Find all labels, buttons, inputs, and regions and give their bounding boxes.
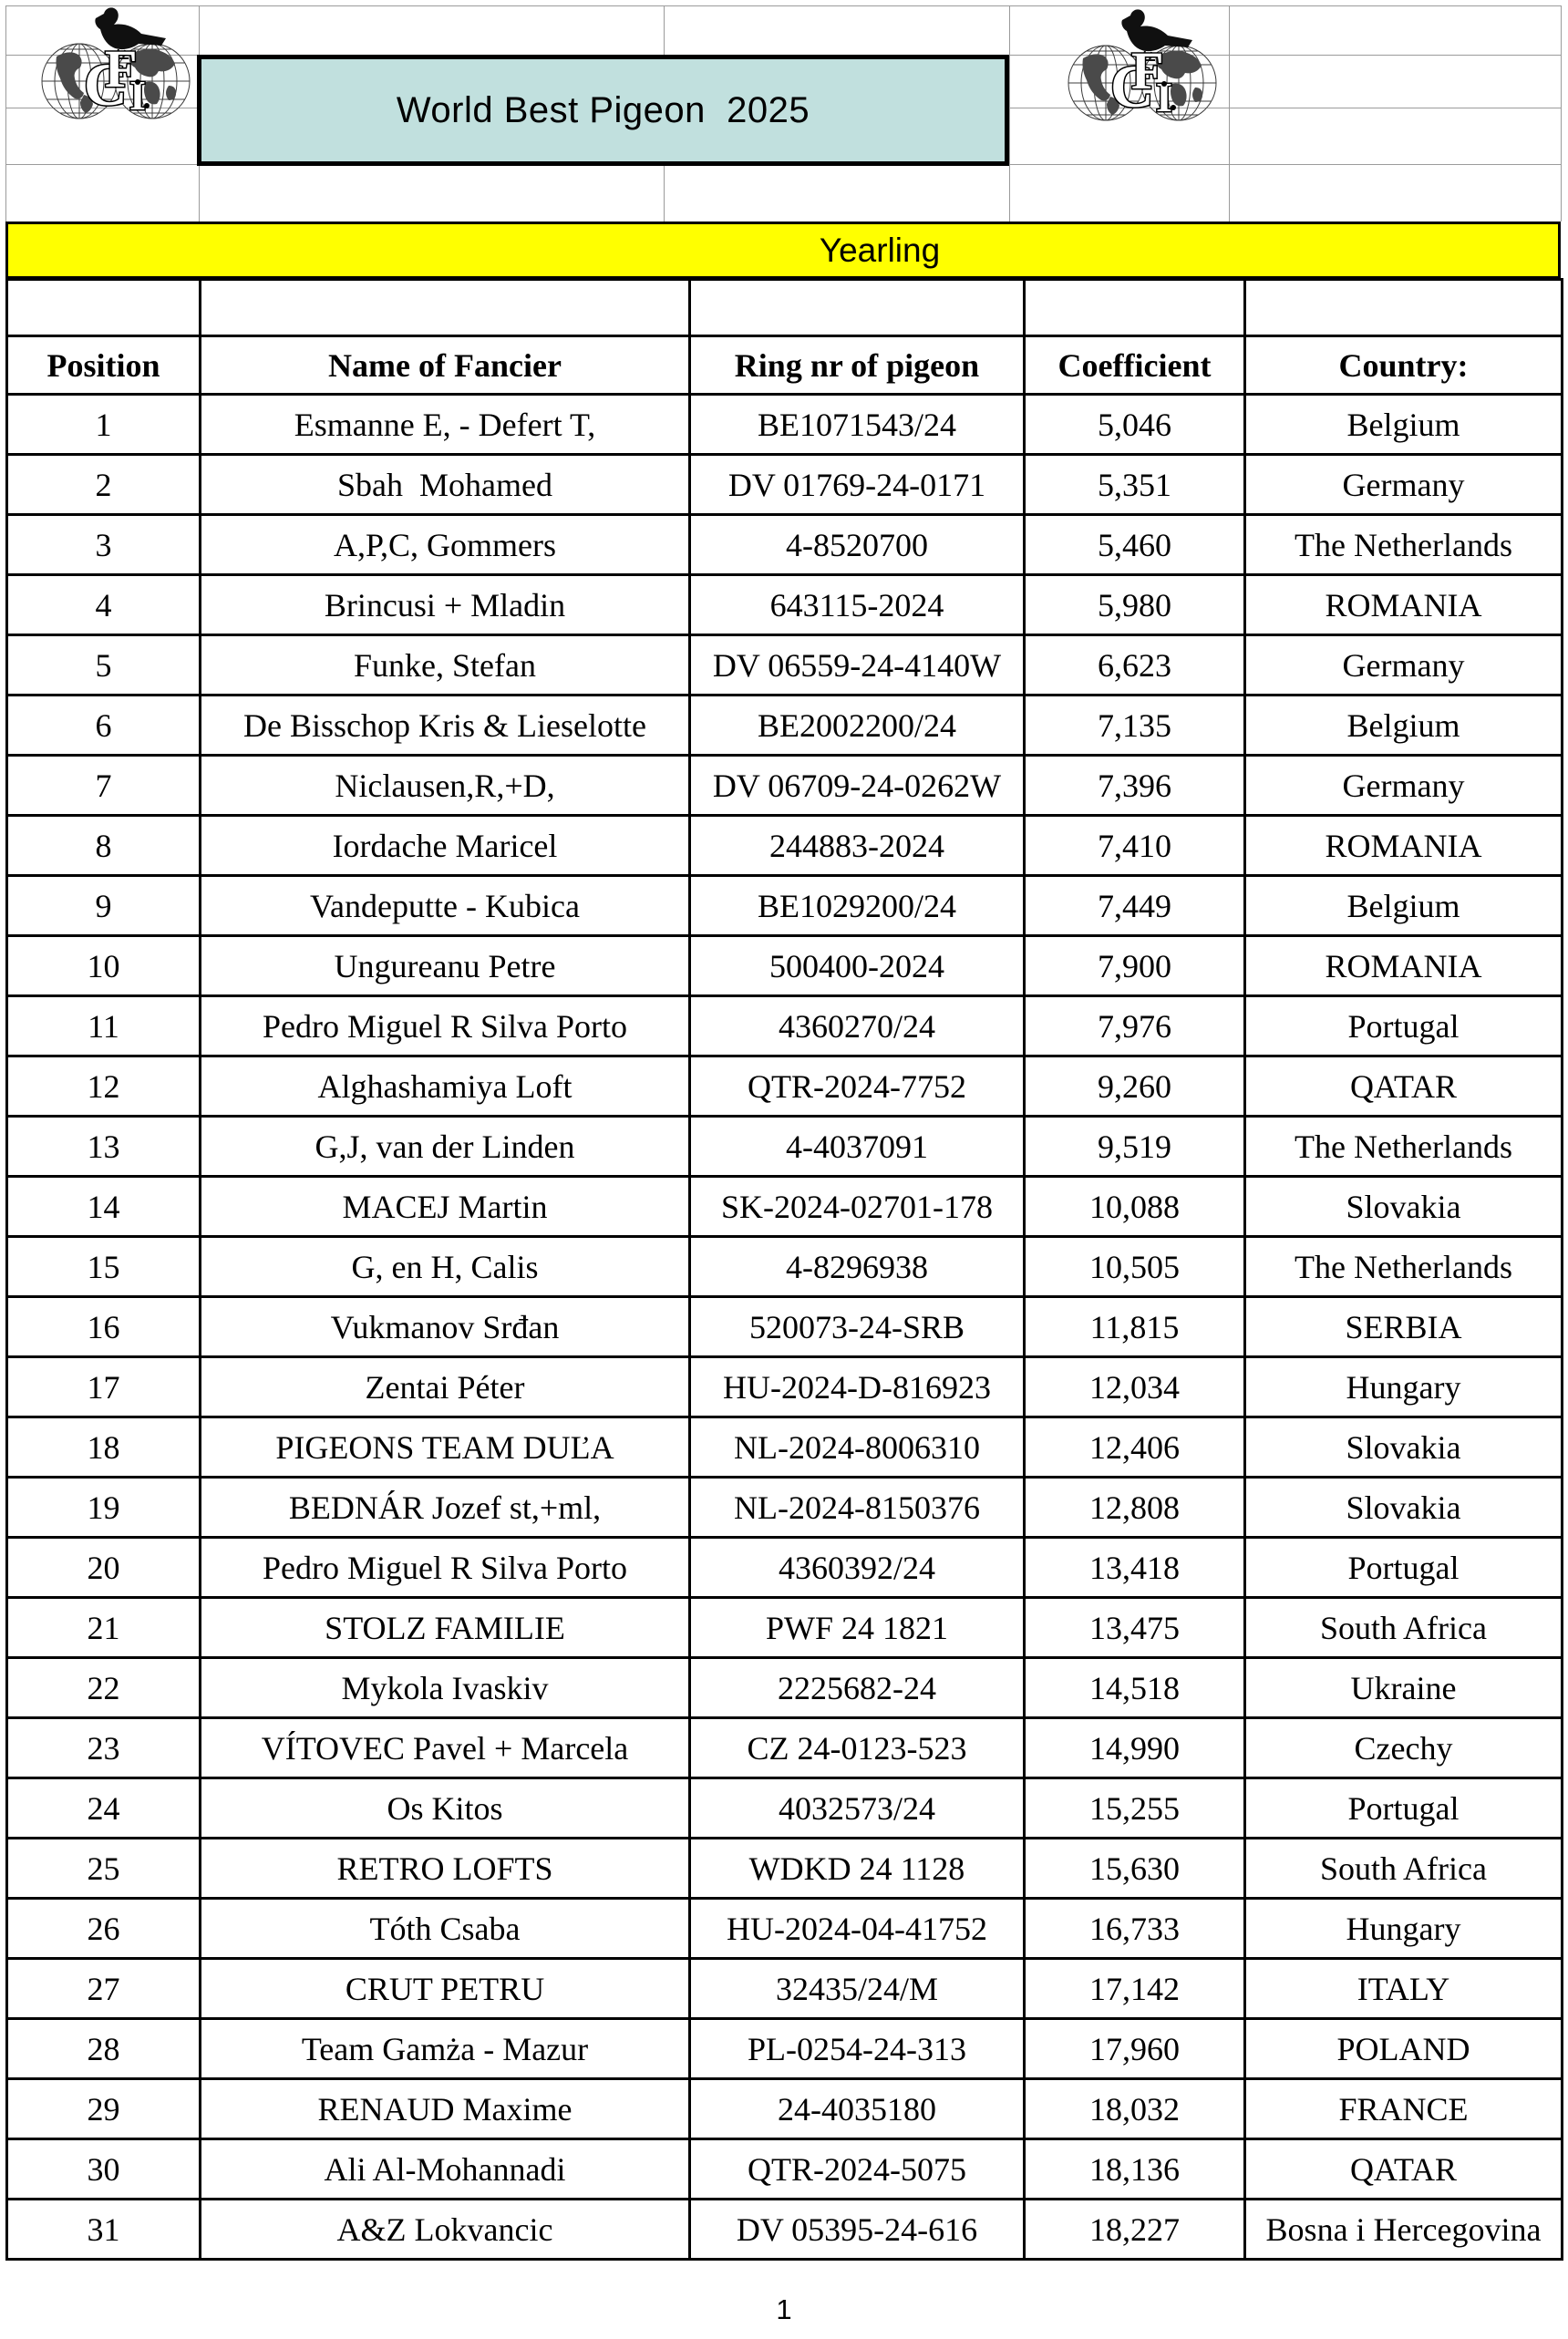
fancier-name-cell: G,J, van der Linden	[201, 1117, 690, 1177]
empty-cell	[7, 280, 201, 336]
coefficient-cell: 10,088	[1025, 1177, 1245, 1237]
country-cell: Belgium	[1245, 395, 1563, 455]
column-header-country: Country:	[1245, 336, 1563, 395]
country-cell: Belgium	[1245, 876, 1563, 936]
fancier-name-cell: Iordache Maricel	[201, 816, 690, 876]
table-row	[7, 996, 1563, 1056]
coefficient-cell: 15,255	[1025, 1778, 1245, 1839]
position-cell: 24	[7, 1778, 201, 1839]
country-cell: ITALY	[1245, 1959, 1563, 2019]
position-cell: 29	[7, 2079, 201, 2139]
fancier-name-cell: Ali Al-Mohannadi	[201, 2139, 690, 2200]
table-row	[7, 455, 1563, 515]
table-row	[7, 1899, 1563, 1959]
table-row	[7, 1237, 1563, 1297]
coefficient-cell: 16,733	[1025, 1899, 1245, 1959]
ring-number-cell: NL-2024-8150376	[690, 1478, 1025, 1538]
position-cell: 25	[7, 1839, 201, 1899]
coefficient-cell: 7,396	[1025, 756, 1245, 816]
fancier-name-cell: Tóth Csaba	[201, 1899, 690, 1959]
table-row	[7, 395, 1563, 455]
fancier-name-cell: VÍTOVEC Pavel + Marcela	[201, 1718, 690, 1778]
column-header-fancier-name: Name of Fancier	[201, 336, 690, 395]
country-cell: Portugal	[1245, 1778, 1563, 1839]
table-row	[7, 515, 1563, 575]
table-row	[7, 1417, 1563, 1478]
coefficient-cell: 12,034	[1025, 1357, 1245, 1417]
fancier-name-cell: Esmanne E, - Defert T,	[201, 395, 690, 455]
country-cell: POLAND	[1245, 2019, 1563, 2079]
table-row	[7, 1598, 1563, 1658]
page-title: World Best Pigeon 2025	[396, 89, 810, 130]
ring-number-cell: BE1071543/24	[690, 395, 1025, 455]
ring-number-cell: CZ 24-0123-523	[690, 1718, 1025, 1778]
ring-number-cell: 32435/24/M	[690, 1959, 1025, 2019]
country-cell: Belgium	[1245, 696, 1563, 756]
table-row	[7, 1959, 1563, 2019]
fancier-name-cell: Funke, Stefan	[201, 635, 690, 696]
table-row	[7, 1538, 1563, 1598]
ring-number-cell: QTR-2024-5075	[690, 2139, 1025, 2200]
ring-number-cell: DV 01769-24-0171	[690, 455, 1025, 515]
position-cell: 23	[7, 1718, 201, 1778]
title-banner	[197, 55, 1009, 166]
position-cell: 4	[7, 575, 201, 635]
coefficient-cell: 7,976	[1025, 996, 1245, 1056]
spreadsheet-gridline	[1229, 5, 1230, 222]
ring-number-cell: QTR-2024-7752	[690, 1056, 1025, 1117]
table-row	[7, 756, 1563, 816]
coefficient-cell: 14,990	[1025, 1718, 1245, 1778]
ring-number-cell: 4360392/24	[690, 1538, 1025, 1598]
position-cell: 1	[7, 395, 201, 455]
fancier-name-cell: Brincusi + Mladin	[201, 575, 690, 635]
fancier-name-cell: Team Gamża - Mazur	[201, 2019, 690, 2079]
fancier-name-cell: A&Z Lokvancic	[201, 2200, 690, 2260]
coefficient-cell: 13,475	[1025, 1598, 1245, 1658]
country-cell: SERBIA	[1245, 1297, 1563, 1357]
position-cell: 7	[7, 756, 201, 816]
table-row	[7, 1056, 1563, 1117]
spreadsheet-gridline	[1009, 5, 1010, 222]
table-row	[7, 1117, 1563, 1177]
coefficient-cell: 12,808	[1025, 1478, 1245, 1538]
position-cell: 13	[7, 1117, 201, 1177]
country-cell: Czechy	[1245, 1718, 1563, 1778]
ring-number-cell: PWF 24 1821	[690, 1598, 1025, 1658]
ring-number-cell: HU-2024-D-816923	[690, 1357, 1025, 1417]
position-cell: 27	[7, 1959, 201, 2019]
fancier-name-cell: PIGEONS TEAM DUĽA	[201, 1417, 690, 1478]
fancier-name-cell: Os Kitos	[201, 1778, 690, 1839]
ring-number-cell: 643115-2024	[690, 575, 1025, 635]
table-row	[7, 1718, 1563, 1778]
ring-number-cell: 4-8520700	[690, 515, 1025, 575]
table-row	[7, 635, 1563, 696]
country-cell: Germany	[1245, 756, 1563, 816]
table-row	[7, 1778, 1563, 1839]
table-row	[7, 696, 1563, 756]
coefficient-cell: 18,136	[1025, 2139, 1245, 2200]
ring-number-cell: DV 05395-24-616	[690, 2200, 1025, 2260]
ring-number-cell: 4032573/24	[690, 1778, 1025, 1839]
country-cell: Slovakia	[1245, 1417, 1563, 1478]
ranking-table	[5, 278, 1563, 2261]
position-cell: 30	[7, 2139, 201, 2200]
column-header-ring-number: Ring nr of pigeon	[690, 336, 1025, 395]
country-cell: ROMANIA	[1245, 816, 1563, 876]
coefficient-cell: 15,630	[1025, 1839, 1245, 1899]
table-row	[7, 2079, 1563, 2139]
ring-number-cell: NL-2024-8006310	[690, 1417, 1025, 1478]
position-cell: 14	[7, 1177, 201, 1237]
fancier-name-cell: Ungureanu Petre	[201, 936, 690, 996]
fancier-name-cell: Vukmanov Srđan	[201, 1297, 690, 1357]
position-cell: 9	[7, 876, 201, 936]
coefficient-cell: 14,518	[1025, 1658, 1245, 1718]
fancier-name-cell: Sbah Mohamed	[201, 455, 690, 515]
section-banner	[5, 222, 1561, 279]
fancier-name-cell: CRUT PETRU	[201, 1959, 690, 2019]
position-cell: 2	[7, 455, 201, 515]
fancier-name-cell: Zentai Péter	[201, 1357, 690, 1417]
table-row	[7, 1357, 1563, 1417]
country-cell: ROMANIA	[1245, 936, 1563, 996]
spreadsheet-gridline	[5, 5, 1561, 6]
fancier-name-cell: G, en H, Calis	[201, 1237, 690, 1297]
empty-cell	[1025, 280, 1245, 336]
fancier-name-cell: STOLZ FAMILIE	[201, 1598, 690, 1658]
country-cell: Portugal	[1245, 996, 1563, 1056]
country-cell: Hungary	[1245, 1899, 1563, 1959]
ring-number-cell: 520073-24-SRB	[690, 1297, 1025, 1357]
coefficient-cell: 5,046	[1025, 395, 1245, 455]
fancier-name-cell: Pedro Miguel R Silva Porto	[201, 1538, 690, 1598]
fci-logo-icon	[38, 2, 193, 122]
coefficient-cell: 9,519	[1025, 1117, 1245, 1177]
coefficient-cell: 12,406	[1025, 1417, 1245, 1478]
coefficient-cell: 5,980	[1025, 575, 1245, 635]
spreadsheet-gridline	[1561, 5, 1562, 222]
fancier-name-cell: Pedro Miguel R Silva Porto	[201, 996, 690, 1056]
coefficient-cell: 9,260	[1025, 1056, 1245, 1117]
table-row	[7, 2139, 1563, 2200]
fancier-name-cell: RENAUD Maxime	[201, 2079, 690, 2139]
position-cell: 18	[7, 1417, 201, 1478]
country-cell: QATAR	[1245, 2139, 1563, 2200]
empty-cell	[201, 280, 690, 336]
position-cell: 19	[7, 1478, 201, 1538]
ring-number-cell: 244883-2024	[690, 816, 1025, 876]
coefficient-cell: 17,142	[1025, 1959, 1245, 2019]
table-row	[7, 816, 1563, 876]
position-cell: 22	[7, 1658, 201, 1718]
empty-cell	[690, 280, 1025, 336]
column-header-coefficient: Coefficient	[1025, 336, 1245, 395]
table-row	[7, 1177, 1563, 1237]
ring-number-cell: 4360270/24	[690, 996, 1025, 1056]
fancier-name-cell: Alghashamiya Loft	[201, 1056, 690, 1117]
ring-number-cell: 2225682-24	[690, 1658, 1025, 1718]
fancier-name-cell: Mykola Ivaskiv	[201, 1658, 690, 1718]
ring-number-cell: BE2002200/24	[690, 696, 1025, 756]
country-cell: QATAR	[1245, 1056, 1563, 1117]
coefficient-cell: 7,410	[1025, 816, 1245, 876]
coefficient-cell: 17,960	[1025, 2019, 1245, 2079]
coefficient-cell: 18,227	[1025, 2200, 1245, 2260]
fancier-name-cell: RETRO LOFTS	[201, 1839, 690, 1899]
ring-number-cell: PL-0254-24-313	[690, 2019, 1025, 2079]
coefficient-cell: 7,135	[1025, 696, 1245, 756]
country-cell: Hungary	[1245, 1357, 1563, 1417]
ring-number-cell: 4-8296938	[690, 1237, 1025, 1297]
spreadsheet-gridline	[5, 5, 6, 222]
ring-number-cell: DV 06559-24-4140W	[690, 635, 1025, 696]
position-cell: 21	[7, 1598, 201, 1658]
coefficient-cell: 10,505	[1025, 1237, 1245, 1297]
coefficient-cell: 13,418	[1025, 1538, 1245, 1598]
country-cell: South Africa	[1245, 1598, 1563, 1658]
position-cell: 11	[7, 996, 201, 1056]
country-cell: The Netherlands	[1245, 1117, 1563, 1177]
coefficient-cell: 5,460	[1025, 515, 1245, 575]
coefficient-cell: 18,032	[1025, 2079, 1245, 2139]
coefficient-cell: 7,449	[1025, 876, 1245, 936]
country-cell: Portugal	[1245, 1538, 1563, 1598]
ring-number-cell: SK-2024-02701-178	[690, 1177, 1025, 1237]
country-cell: FRANCE	[1245, 2079, 1563, 2139]
table-row	[7, 2200, 1563, 2260]
position-cell: 12	[7, 1056, 201, 1117]
ring-number-cell: 24-4035180	[690, 2079, 1025, 2139]
position-cell: 5	[7, 635, 201, 696]
country-cell: The Netherlands	[1245, 1237, 1563, 1297]
country-cell: Ukraine	[1245, 1658, 1563, 1718]
ring-number-cell: 4-4037091	[690, 1117, 1025, 1177]
ring-number-cell: 500400-2024	[690, 936, 1025, 996]
coefficient-cell: 5,351	[1025, 455, 1245, 515]
page-number: 1	[776, 2293, 792, 2325]
ring-number-cell: HU-2024-04-41752	[690, 1899, 1025, 1959]
position-cell: 10	[7, 936, 201, 996]
position-cell: 28	[7, 2019, 201, 2079]
country-cell: Bosna i Hercegovina	[1245, 2200, 1563, 2260]
coefficient-cell: 7,900	[1025, 936, 1245, 996]
fancier-name-cell: A,P,C, Gommers	[201, 515, 690, 575]
empty-cell	[1245, 280, 1563, 336]
table-row	[7, 1478, 1563, 1538]
table-row	[7, 1839, 1563, 1899]
position-cell: 8	[7, 816, 201, 876]
section-label: Yearling	[819, 231, 941, 269]
table-row	[7, 1297, 1563, 1357]
table-header-row	[7, 336, 1563, 395]
coefficient-cell: 11,815	[1025, 1297, 1245, 1357]
position-cell: 16	[7, 1297, 201, 1357]
ring-number-cell: WDKD 24 1128	[690, 1839, 1025, 1899]
coefficient-cell: 6,623	[1025, 635, 1245, 696]
table-row	[7, 575, 1563, 635]
fancier-name-cell: MACEJ Martin	[201, 1177, 690, 1237]
country-cell: Germany	[1245, 635, 1563, 696]
country-cell: The Netherlands	[1245, 515, 1563, 575]
country-cell: South Africa	[1245, 1839, 1563, 1899]
position-cell: 6	[7, 696, 201, 756]
spacer-row	[7, 280, 1563, 336]
position-cell: 17	[7, 1357, 201, 1417]
table-row	[7, 936, 1563, 996]
column-header-position: Position	[7, 336, 201, 395]
country-cell: Slovakia	[1245, 1478, 1563, 1538]
table-row	[7, 2019, 1563, 2079]
fancier-name-cell: Vandeputte - Kubica	[201, 876, 690, 936]
fancier-name-cell: Niclausen,R,+D,	[201, 756, 690, 816]
position-cell: 26	[7, 1899, 201, 1959]
fancier-name-cell: De Bisschop Kris & Lieselotte	[201, 696, 690, 756]
position-cell: 31	[7, 2200, 201, 2260]
country-cell: Germany	[1245, 455, 1563, 515]
table-row	[7, 876, 1563, 936]
ring-number-cell: DV 06709-24-0262W	[690, 756, 1025, 816]
ring-number-cell: BE1029200/24	[690, 876, 1025, 936]
country-cell: ROMANIA	[1245, 575, 1563, 635]
position-cell: 20	[7, 1538, 201, 1598]
fancier-name-cell: BEDNÁR Jozef st,+ml,	[201, 1478, 690, 1538]
position-cell: 3	[7, 515, 201, 575]
position-cell: 15	[7, 1237, 201, 1297]
table-row	[7, 1658, 1563, 1718]
fci-logo-icon	[1065, 4, 1220, 124]
country-cell: Slovakia	[1245, 1177, 1563, 1237]
